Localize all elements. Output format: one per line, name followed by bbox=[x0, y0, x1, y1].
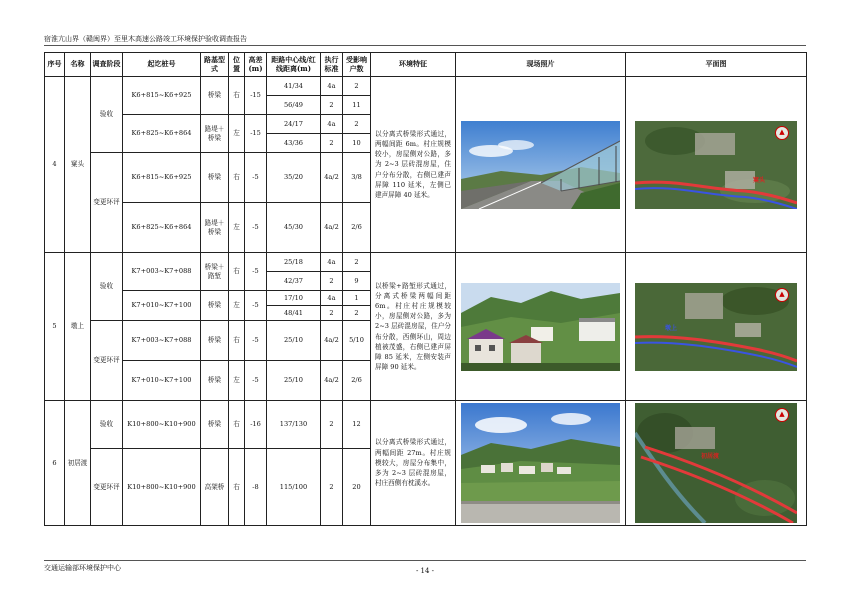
site-no: 5 bbox=[45, 253, 65, 401]
site-name: 初居渡 bbox=[65, 401, 91, 526]
pos-cell: 右 bbox=[229, 253, 245, 291]
col-header: 平面图 bbox=[626, 53, 807, 77]
pos-cell: 右 bbox=[229, 153, 245, 203]
stake-cell: K6+815~K6+925 bbox=[123, 77, 201, 115]
std-cell: 4a/2 bbox=[321, 321, 343, 361]
dist-cell: 115/100 bbox=[267, 449, 321, 526]
site-no: 6 bbox=[45, 401, 65, 526]
photo-cell bbox=[456, 253, 626, 401]
site-photo-highway bbox=[461, 121, 620, 209]
map-cell bbox=[626, 77, 807, 253]
pos-cell: 左 bbox=[229, 203, 245, 253]
hh-cell: 5/10 bbox=[343, 321, 371, 361]
hh-cell: 9 bbox=[343, 272, 371, 291]
site-photo-riverside-village bbox=[461, 403, 620, 523]
dist-cell: 41/34 bbox=[267, 77, 321, 96]
hh-cell: 2 bbox=[343, 77, 371, 96]
hh-cell: 2/6 bbox=[343, 361, 371, 401]
north-arrow-icon: ▲ bbox=[775, 288, 789, 302]
env-desc: 以分离式桥梁形式通过，两幅间距 6m。村庄规模较小，房屋侧对公路，多为 2~3 层砖混房屋，住户分布分散，右侧已建声屏障 110 延米，左侧已建声屏障 40 延米。 bbox=[371, 77, 456, 253]
site-plan-map bbox=[635, 403, 797, 523]
form-cell: 桥梁 bbox=[201, 77, 229, 115]
dist-cell: 25/10 bbox=[267, 321, 321, 361]
hh-cell: 2 bbox=[343, 253, 371, 272]
height-cell: -15 bbox=[245, 115, 267, 153]
form-cell: 高架桥 bbox=[201, 449, 229, 526]
pos-cell: 左 bbox=[229, 291, 245, 321]
form-cell: 桥梁 bbox=[201, 361, 229, 401]
std-cell: 2 bbox=[321, 449, 343, 526]
stake-cell: K10+800~K10+900 bbox=[123, 401, 201, 449]
stake-cell: K7+010~K7+100 bbox=[123, 291, 201, 321]
stake-cell: K10+800~K10+900 bbox=[123, 449, 201, 526]
std-cell: 4a bbox=[321, 253, 343, 272]
std-cell: 4a bbox=[321, 77, 343, 96]
site-plan-map bbox=[635, 121, 797, 209]
std-cell: 4a bbox=[321, 291, 343, 306]
height-cell: -16 bbox=[245, 401, 267, 449]
form-cell: 桥梁 bbox=[201, 401, 229, 449]
std-cell: 2 bbox=[321, 306, 343, 321]
stake-cell: K6+825~K6+864 bbox=[123, 203, 201, 253]
env-desc: 以桥梁+路堑形式通过，分离式桥梁两幅间距 6m。村庄村庄规模较小，房屋侧对公路，多为 2~3 层砖混房屋，住户分布分散，西侧环山，周边植被茂盛，右侧已建声屏障 85 延米，左侧安装声屏障 90 延米。 bbox=[371, 253, 456, 401]
site-name: 窠头 bbox=[65, 77, 91, 253]
map-site-label: 窠头 bbox=[753, 176, 766, 184]
dist-cell: 25/10 bbox=[267, 361, 321, 401]
stage-cell: 变更环评 bbox=[91, 449, 123, 526]
height-cell: -5 bbox=[245, 291, 267, 321]
map-site-label: 初居渡 bbox=[701, 453, 720, 460]
col-header: 路基型式 bbox=[201, 53, 229, 77]
page-number: - 14 - bbox=[415, 567, 435, 575]
height-cell: -5 bbox=[245, 203, 267, 253]
dist-cell: 17/10 bbox=[267, 291, 321, 306]
col-header: 环境特征 bbox=[371, 53, 456, 77]
hh-cell: 20 bbox=[343, 449, 371, 526]
dist-cell: 43/36 bbox=[267, 134, 321, 153]
dist-cell: 48/41 bbox=[267, 306, 321, 321]
stage-cell: 验收 bbox=[91, 253, 123, 321]
std-cell: 2 bbox=[321, 401, 343, 449]
pos-cell: 左 bbox=[229, 361, 245, 401]
col-header: 序号 bbox=[45, 53, 65, 77]
form-cell: 桥梁 bbox=[201, 291, 229, 321]
stake-cell: K7+010~K7+100 bbox=[123, 361, 201, 401]
stake-cell: K6+825~K6+864 bbox=[123, 115, 201, 153]
std-cell: 4a/2 bbox=[321, 361, 343, 401]
hh-cell: 2 bbox=[343, 115, 371, 134]
std-cell: 2 bbox=[321, 134, 343, 153]
hh-cell: 11 bbox=[343, 96, 371, 115]
photo-cell bbox=[456, 401, 626, 526]
footer-org: 交通运输部环境保护中心 bbox=[44, 564, 121, 572]
pos-cell: 右 bbox=[229, 321, 245, 361]
col-header: 调查阶段 bbox=[91, 53, 123, 77]
height-cell: -5 bbox=[245, 321, 267, 361]
dist-cell: 42/37 bbox=[267, 272, 321, 291]
height-cell: -5 bbox=[245, 253, 267, 291]
map-site-label: 墩上 bbox=[665, 324, 678, 332]
site-no: 4 bbox=[45, 77, 65, 253]
header-divider bbox=[44, 45, 806, 46]
col-header: 执行标准 bbox=[321, 53, 343, 77]
col-header: 距路中心线/红线距离(m) bbox=[267, 53, 321, 77]
col-header: 名称 bbox=[65, 53, 91, 77]
hh-cell: 2/6 bbox=[343, 203, 371, 253]
std-cell: 2 bbox=[321, 272, 343, 291]
form-cell: 路堤＋桥梁 bbox=[201, 203, 229, 253]
north-arrow-icon: ▲ bbox=[775, 126, 789, 140]
table-header-row bbox=[45, 53, 807, 77]
table-row bbox=[45, 401, 807, 449]
hh-cell: 10 bbox=[343, 134, 371, 153]
hh-cell: 1 bbox=[343, 291, 371, 306]
height-cell: -15 bbox=[245, 77, 267, 115]
stake-cell: K6+815~K6+925 bbox=[123, 153, 201, 203]
table-row bbox=[45, 77, 807, 96]
col-header: 位置 bbox=[229, 53, 245, 77]
col-header: 起讫桩号 bbox=[123, 53, 201, 77]
dist-cell: 137/130 bbox=[267, 401, 321, 449]
std-cell: 4a bbox=[321, 115, 343, 134]
report-header: 宿淮亢山界（赣闽界）至里木高速公路竣工环境保护验收调查报告 bbox=[44, 35, 247, 43]
std-cell: 4a/2 bbox=[321, 203, 343, 253]
north-arrow-icon: ▲ bbox=[775, 408, 789, 422]
hh-cell: 12 bbox=[343, 401, 371, 449]
photo-cell bbox=[456, 77, 626, 253]
col-header: 高差(m) bbox=[245, 53, 267, 77]
hh-cell: 2 bbox=[343, 306, 371, 321]
dist-cell: 35/20 bbox=[267, 153, 321, 203]
site-photo-village bbox=[461, 283, 620, 371]
map-cell bbox=[626, 253, 807, 401]
stake-cell: K7+003~K7+088 bbox=[123, 321, 201, 361]
form-cell: 路堤＋桥梁 bbox=[201, 115, 229, 153]
footer-divider bbox=[44, 560, 806, 561]
table-row bbox=[45, 253, 807, 272]
stage-cell: 变更环评 bbox=[91, 321, 123, 401]
env-desc: 以分离式桥梁形式通过，两幅间距 27m。村庄规模较大，房屋分布集中，多为 2~3 层砖混房屋，村庄西侧有枕溪水。 bbox=[371, 401, 456, 526]
col-header: 现场照片 bbox=[456, 53, 626, 77]
pos-cell: 右 bbox=[229, 401, 245, 449]
std-cell: 4a/2 bbox=[321, 153, 343, 203]
hh-cell: 3/8 bbox=[343, 153, 371, 203]
height-cell: -8 bbox=[245, 449, 267, 526]
pos-cell: 右 bbox=[229, 449, 245, 526]
stage-cell: 变更环评 bbox=[91, 153, 123, 253]
pos-cell: 左 bbox=[229, 115, 245, 153]
dist-cell: 25/18 bbox=[267, 253, 321, 272]
col-header: 受影响户数 bbox=[343, 53, 371, 77]
sensitive-sites-table bbox=[44, 52, 807, 526]
height-cell: -5 bbox=[245, 153, 267, 203]
dist-cell: 24/17 bbox=[267, 115, 321, 134]
dist-cell: 56/49 bbox=[267, 96, 321, 115]
dist-cell: 45/30 bbox=[267, 203, 321, 253]
stage-cell: 验收 bbox=[91, 401, 123, 449]
site-plan-map bbox=[635, 283, 797, 371]
map-cell bbox=[626, 401, 807, 526]
form-cell: 桥梁＋路堑 bbox=[201, 253, 229, 291]
stake-cell: K7+003~K7+088 bbox=[123, 253, 201, 291]
stage-cell: 验收 bbox=[91, 77, 123, 153]
pos-cell: 右 bbox=[229, 77, 245, 115]
height-cell: -5 bbox=[245, 361, 267, 401]
site-name: 墩上 bbox=[65, 253, 91, 401]
std-cell: 2 bbox=[321, 96, 343, 115]
form-cell: 桥梁 bbox=[201, 321, 229, 361]
form-cell: 桥梁 bbox=[201, 153, 229, 203]
